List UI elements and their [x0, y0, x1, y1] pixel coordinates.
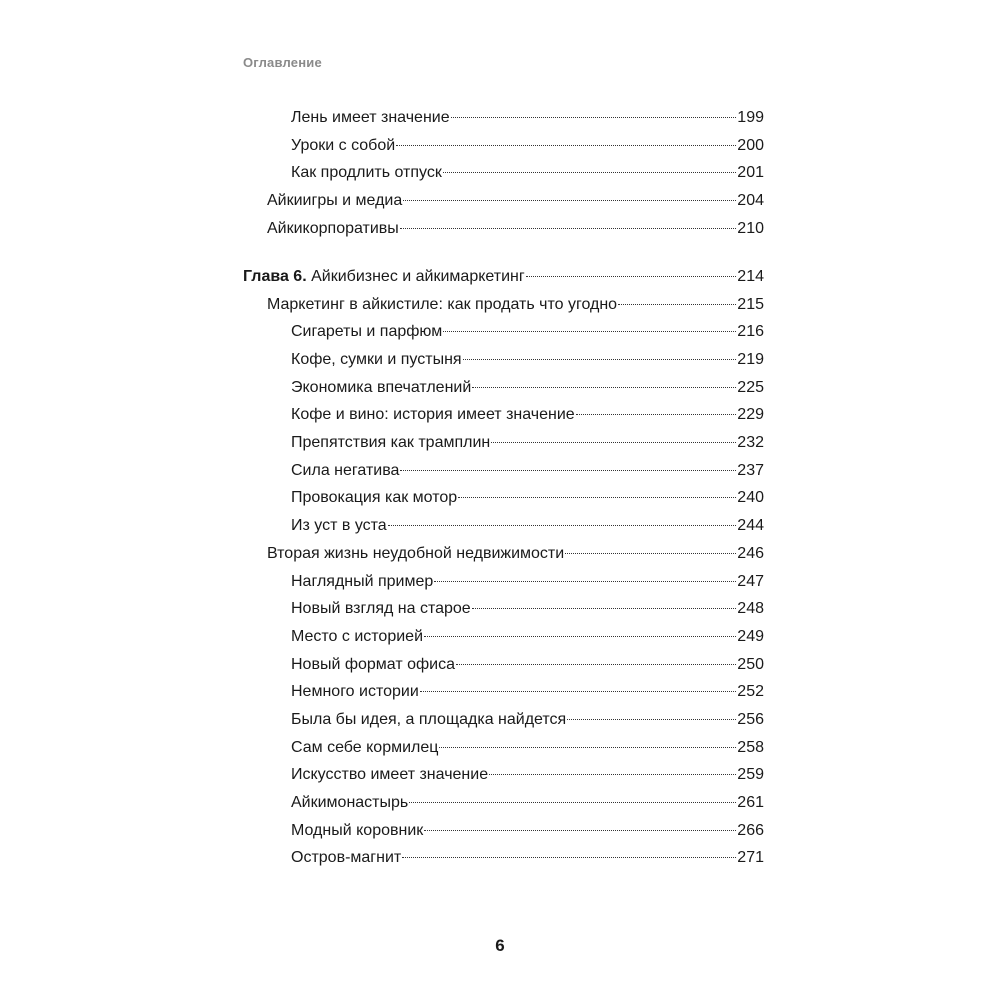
toc-entry	[243, 817, 764, 845]
dot-leader	[463, 359, 737, 360]
toc-entry-text: Вторая жизнь неудобной недвижимости	[267, 544, 565, 562]
toc-entry-page: 256	[737, 710, 764, 728]
toc-entry-page: 247	[737, 572, 764, 590]
toc-entry-title	[291, 734, 438, 762]
toc-entry-title	[267, 187, 402, 215]
toc-entry-text: Кофе, сумки и пустыня	[291, 351, 462, 368]
dot-leader	[443, 172, 736, 173]
toc-entry-title	[267, 291, 617, 319]
toc-entry-text: Сила негатива	[291, 461, 400, 479]
toc-entry-title	[291, 346, 462, 374]
dot-leader	[567, 719, 736, 720]
chapter-label: Глава 6.	[243, 267, 307, 285]
dot-leader	[420, 691, 737, 692]
toc-entry-page: 229	[737, 406, 764, 424]
toc-entry	[243, 734, 764, 762]
toc-entry	[243, 789, 764, 817]
toc-entry-page: 244	[737, 517, 764, 535]
toc-entry-text: Остров-магнит	[291, 849, 402, 867]
toc-entry-page: 225	[737, 378, 764, 396]
toc-entry	[243, 484, 764, 512]
toc-entry-page: 219	[737, 351, 764, 368]
toc-entry	[243, 706, 764, 734]
toc-entry-page: 237	[737, 461, 764, 479]
toc-entry-title	[291, 132, 395, 160]
dot-leader	[402, 857, 736, 858]
toc-entry-text: Из уст в уста	[291, 517, 387, 535]
toc-entry	[243, 844, 764, 872]
toc-entry	[243, 651, 764, 679]
toc-entry-title	[243, 263, 525, 291]
dot-leader	[451, 117, 737, 118]
dot-leader	[400, 470, 736, 471]
toc-entry	[243, 215, 764, 243]
toc-entry-text: Новый формат офиса	[291, 655, 456, 673]
toc-entry-text: Айкимонастырь	[291, 794, 409, 811]
toc-entry-page: 261	[737, 794, 764, 811]
toc-entry-title	[291, 374, 471, 402]
toc-entry	[243, 678, 764, 706]
dot-leader	[576, 414, 737, 415]
toc-entry-text: Сигареты и парфюм	[291, 323, 443, 341]
toc-entry	[243, 623, 764, 651]
toc-entry	[243, 104, 764, 132]
toc-entry-page: 249	[737, 627, 764, 645]
toc-entry-text: Айкибизнес и айкимаркетинг	[311, 267, 525, 285]
toc-entry-title	[291, 401, 575, 429]
toc-entry-text: Модный коровник	[291, 821, 424, 839]
toc-entry-title	[291, 429, 490, 457]
dot-leader	[439, 747, 736, 748]
toc-entry-page: 252	[737, 683, 764, 701]
dot-leader	[424, 636, 736, 637]
toc-entry-title	[291, 651, 455, 679]
toc-entry-title	[291, 159, 442, 187]
toc-entry-page: 204	[737, 192, 764, 210]
toc-entry-page: 248	[737, 600, 764, 618]
toc-entry	[243, 346, 764, 374]
toc-entry	[243, 761, 764, 789]
toc-entry-page: 200	[737, 136, 764, 154]
toc-entry-page: 250	[737, 655, 764, 673]
toc-entry-text: Маркетинг в айкистиле: как продать что угодно	[267, 295, 618, 313]
running-head: Оглавление	[243, 55, 322, 70]
toc-entry-page: 271	[737, 849, 764, 867]
dot-leader	[458, 497, 736, 498]
toc-entry-title	[267, 540, 564, 568]
toc-entry-page: 214	[737, 267, 764, 285]
dot-leader	[618, 304, 736, 305]
toc-entry-text: Айкиигры и медиа	[267, 192, 403, 210]
toc-entry-text: Новый взгляд на старое	[291, 600, 471, 618]
toc-chapter-entry	[243, 263, 764, 291]
toc-entry	[243, 374, 764, 402]
toc-entry-text: Как продлить отпуск	[291, 164, 442, 182]
toc-entry	[243, 318, 764, 346]
dot-leader	[565, 553, 736, 554]
toc-entry-title	[291, 706, 566, 734]
toc-entry-page: 199	[737, 109, 764, 126]
toc-entry-title	[291, 789, 408, 817]
toc-entry	[243, 568, 764, 596]
toc-entry	[243, 457, 764, 485]
toc-entry	[243, 291, 764, 319]
toc-entry-text: Лень имеет значение	[291, 109, 450, 126]
toc-entry-title	[291, 678, 419, 706]
toc-entry-page: 266	[737, 821, 764, 839]
toc-entry	[243, 429, 764, 457]
table-of-contents	[243, 104, 764, 872]
dot-leader	[472, 387, 736, 388]
toc-entry-title	[267, 215, 399, 243]
dot-leader	[400, 228, 737, 229]
dot-leader	[396, 145, 736, 146]
toc-entry-page: 201	[737, 164, 764, 182]
toc-entry-text: Немного истории	[291, 683, 419, 701]
dot-leader	[388, 525, 737, 526]
toc-entry-page: 210	[737, 219, 764, 237]
dot-leader	[491, 442, 736, 443]
dot-leader	[409, 802, 736, 803]
toc-entry-text: Уроки с собой	[291, 136, 396, 154]
toc-entry-title	[291, 318, 442, 346]
toc-entry-text: Айкикорпоративы	[267, 219, 399, 237]
toc-entry-title	[291, 457, 399, 485]
toc-entry-title	[291, 104, 450, 132]
toc-entry-page: 246	[737, 544, 764, 562]
dot-leader	[434, 581, 736, 582]
toc-entry-page: 215	[737, 295, 764, 313]
toc-entry-page: 232	[737, 434, 764, 452]
dot-leader	[489, 774, 736, 775]
toc-entry	[243, 187, 764, 215]
toc-entry-text: Провокация как мотор	[291, 489, 458, 507]
toc-entry-text: Кофе и вино: история имеет значение	[291, 406, 575, 424]
toc-entry-title	[291, 623, 423, 651]
toc-entry-page: 240	[737, 489, 764, 507]
page-number: 6	[495, 936, 505, 955]
dot-leader	[526, 276, 737, 277]
toc-entry-title	[291, 761, 488, 789]
dot-leader	[456, 664, 736, 665]
toc-entry-title	[291, 595, 471, 623]
toc-entry-text: Наглядный пример	[291, 572, 434, 590]
toc-entry	[243, 159, 764, 187]
toc-entry	[243, 595, 764, 623]
toc-entry-page: 259	[737, 766, 764, 784]
toc-entry	[243, 401, 764, 429]
toc-entry-title	[291, 512, 387, 540]
dot-leader	[403, 200, 736, 201]
toc-entry-text: Была бы идея, а площадка найдется	[291, 710, 567, 728]
toc-entry-text: Препятствия как трамплин	[291, 434, 491, 452]
toc-entry-title	[291, 484, 457, 512]
toc-entry	[243, 512, 764, 540]
toc-entry-title	[291, 817, 423, 845]
toc-entry-text: Экономика впечатлений	[291, 378, 472, 396]
dot-leader	[443, 331, 736, 332]
toc-entry-text: Сам себе кормилец	[291, 738, 439, 756]
toc-entry	[243, 540, 764, 568]
toc-entry-page: 216	[737, 323, 764, 341]
dot-leader	[472, 608, 737, 609]
toc-entry-title	[291, 844, 401, 872]
toc-entry-page: 258	[737, 738, 764, 756]
toc-entry	[243, 132, 764, 160]
toc-entry-title	[291, 568, 433, 596]
toc-entry-text: Место с историей	[291, 627, 423, 645]
toc-entry-text: Искусство имеет значение	[291, 766, 489, 784]
dot-leader	[424, 830, 736, 831]
